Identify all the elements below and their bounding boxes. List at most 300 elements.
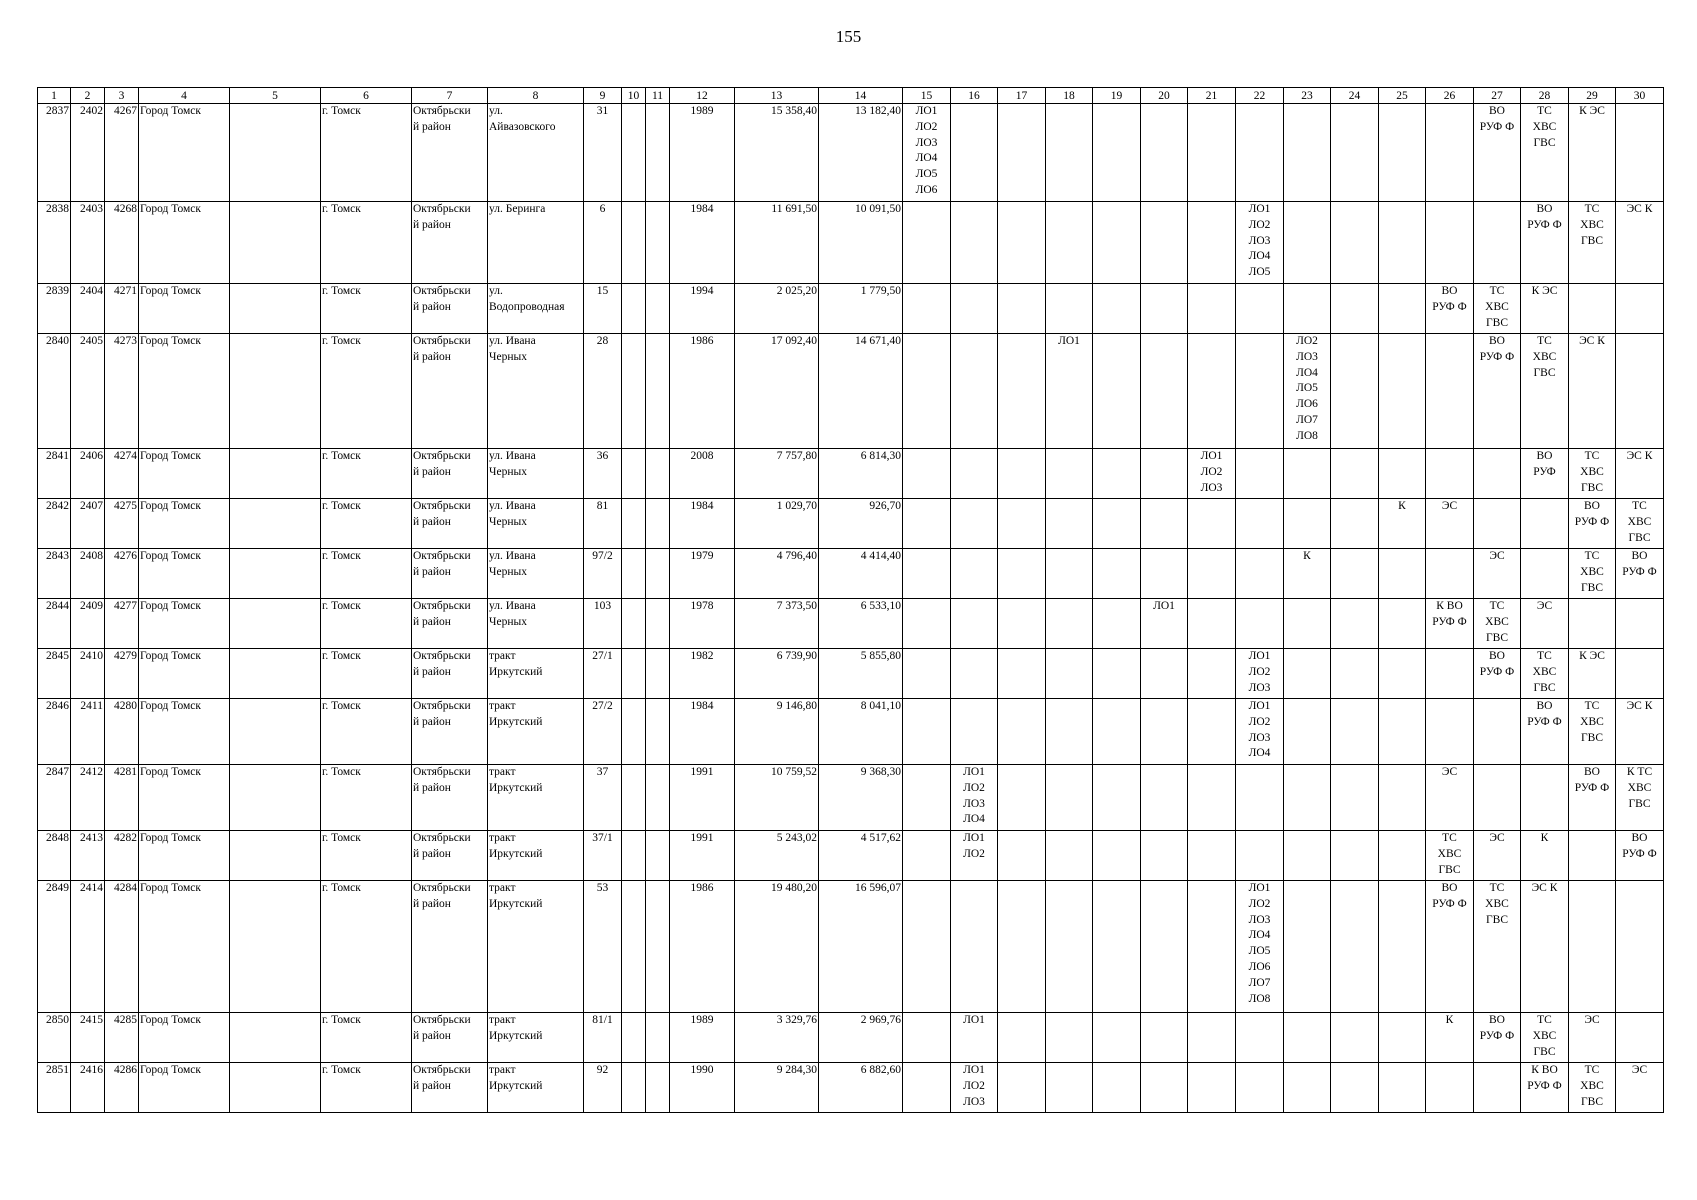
table-cell: 1984 [670, 499, 735, 549]
table-cell [1379, 284, 1426, 334]
table-cell: 2415 [71, 1013, 105, 1063]
table-cell [1331, 831, 1379, 881]
table-cell [1093, 284, 1141, 334]
table-cell: 2409 [71, 599, 105, 649]
table-cell: 2410 [71, 649, 105, 699]
table-cell [1379, 699, 1426, 765]
table-cell: ул. Водопроводная [488, 284, 584, 334]
table-cell [230, 104, 321, 202]
table-cell: тракт Иркутский [488, 649, 584, 699]
table-cell: 1984 [670, 202, 735, 284]
table-cell: 97/2 [584, 549, 622, 599]
table-cell: г. Томск [321, 202, 412, 284]
table-cell: Октябрьски й район [412, 104, 488, 202]
table-cell [1236, 1013, 1284, 1063]
table-cell [1474, 499, 1521, 549]
table-cell [1474, 699, 1521, 765]
table-cell [230, 449, 321, 499]
table-cell [1284, 449, 1331, 499]
table-cell: 103 [584, 599, 622, 649]
table-row [38, 499, 1664, 549]
table-cell: Октябрьски й район [412, 284, 488, 334]
table-cell [1331, 449, 1379, 499]
table-cell: ВО РУФ Ф [1521, 202, 1569, 284]
table-cell [1616, 881, 1664, 1013]
column-number-header: 17 [998, 88, 1046, 104]
table-cell [1569, 831, 1616, 881]
table-cell: ул. Беринга [488, 202, 584, 284]
table-cell [1331, 699, 1379, 765]
table-cell [1046, 649, 1093, 699]
table-cell: Город Томск [139, 1063, 230, 1113]
table-cell: г. Томск [321, 881, 412, 1013]
table-cell [1331, 649, 1379, 699]
table-cell: ЛО1 ЛО2 ЛО3 [1188, 449, 1236, 499]
table-cell: ВО РУФ Ф [1616, 549, 1664, 599]
table-cell: Город Томск [139, 549, 230, 599]
table-cell: 13 182,40 [819, 104, 903, 202]
table-cell [903, 831, 951, 881]
table-cell: ТС ХВС ГВС [1569, 1063, 1616, 1113]
page-number: 155 [835, 27, 862, 46]
table-cell [622, 104, 646, 202]
table-cell [1474, 449, 1521, 499]
table-cell [1379, 881, 1426, 1013]
table-cell [998, 499, 1046, 549]
table-cell: Город Томск [139, 699, 230, 765]
table-cell [1284, 1013, 1331, 1063]
column-number-header: 11 [646, 88, 670, 104]
table-cell [646, 699, 670, 765]
table-cell [903, 202, 951, 284]
table-cell [1141, 449, 1188, 499]
table-cell: 4268 [105, 202, 139, 284]
table-cell: 2840 [38, 334, 71, 449]
table-cell: 2849 [38, 881, 71, 1013]
table-cell: 37 [584, 765, 622, 831]
table-cell: ЭС [1569, 1013, 1616, 1063]
table-row [38, 765, 1664, 831]
table-cell [622, 284, 646, 334]
table-cell: ТС ХВС ГВС [1569, 699, 1616, 765]
table-cell [903, 765, 951, 831]
table-cell [1141, 649, 1188, 699]
table-cell [1236, 549, 1284, 599]
table-cell [1379, 649, 1426, 699]
table-cell: ЭС К [1521, 881, 1569, 1013]
table-cell: тракт Иркутский [488, 831, 584, 881]
table-cell: ТС ХВС ГВС [1521, 649, 1569, 699]
table-cell: 1986 [670, 881, 735, 1013]
table-cell [1046, 104, 1093, 202]
table-cell: К ЭС [1569, 104, 1616, 202]
table-cell [1188, 765, 1236, 831]
table-cell: 6 739,90 [735, 649, 819, 699]
table-cell: 16 596,07 [819, 881, 903, 1013]
table-cell: Октябрьски й район [412, 334, 488, 449]
table-cell: ЛО1 ЛО2 ЛО3 ЛО4 ЛО5 ЛО6 ЛО7 ЛО8 [1236, 881, 1284, 1013]
table-cell: г. Томск [321, 449, 412, 499]
table-cell: 4285 [105, 1013, 139, 1063]
table-row [38, 699, 1664, 765]
table-cell: 2408 [71, 549, 105, 599]
table-cell [1379, 549, 1426, 599]
table-cell: ЭС [1426, 765, 1474, 831]
table-cell: 4276 [105, 549, 139, 599]
table-cell [230, 202, 321, 284]
table-cell [998, 104, 1046, 202]
table-cell [1046, 1013, 1093, 1063]
table-row [38, 284, 1664, 334]
table-cell: 4274 [105, 449, 139, 499]
table-cell [1093, 499, 1141, 549]
table-cell [1616, 104, 1664, 202]
table-row [38, 549, 1664, 599]
column-number-header: 22 [1236, 88, 1284, 104]
table-cell [1521, 549, 1569, 599]
table-cell: 53 [584, 881, 622, 1013]
table-cell: 2405 [71, 334, 105, 449]
table-cell [1141, 284, 1188, 334]
table-cell [998, 284, 1046, 334]
table-cell [1093, 881, 1141, 1013]
column-number-header: 19 [1093, 88, 1141, 104]
table-cell: ТС ХВС ГВС [1521, 334, 1569, 449]
table-cell: 15 [584, 284, 622, 334]
table-cell [1188, 649, 1236, 699]
table-cell [1046, 831, 1093, 881]
table-cell [1141, 202, 1188, 284]
table-cell [1141, 1063, 1188, 1113]
table-cell [998, 449, 1046, 499]
table-cell [1188, 202, 1236, 284]
table-cell: 2843 [38, 549, 71, 599]
table-cell [903, 284, 951, 334]
table-cell: Октябрьски й район [412, 649, 488, 699]
table-cell [1093, 449, 1141, 499]
table-cell [1141, 549, 1188, 599]
table-cell [1284, 202, 1331, 284]
table-cell [1616, 599, 1664, 649]
table-cell: ВО РУФ Ф [1521, 699, 1569, 765]
table-cell [1284, 699, 1331, 765]
table-cell [646, 284, 670, 334]
table-cell: 3 329,76 [735, 1013, 819, 1063]
table-cell: 2414 [71, 881, 105, 1013]
column-number-header: 3 [105, 88, 139, 104]
table-cell [1284, 831, 1331, 881]
table-cell: ВО РУФ Ф [1569, 765, 1616, 831]
table-cell [230, 549, 321, 599]
table-cell [622, 449, 646, 499]
table-cell [230, 334, 321, 449]
column-number-header-row [38, 88, 1664, 104]
table-cell: ул. Ивана Черных [488, 549, 584, 599]
table-cell: ул. Ивана Черных [488, 449, 584, 499]
table-cell: ЭС К [1616, 699, 1664, 765]
table-cell [1379, 1013, 1426, 1063]
table-cell [622, 699, 646, 765]
table-cell [903, 1063, 951, 1113]
table-cell [646, 1013, 670, 1063]
table-cell: Город Томск [139, 284, 230, 334]
table-cell: Октябрьски й район [412, 1013, 488, 1063]
table-cell: 37/1 [584, 831, 622, 881]
table-cell: 4286 [105, 1063, 139, 1113]
table-cell [998, 599, 1046, 649]
table-cell: 2839 [38, 284, 71, 334]
table-cell: г. Томск [321, 699, 412, 765]
table-cell [1188, 1013, 1236, 1063]
table-cell [1093, 1063, 1141, 1113]
table-cell [903, 334, 951, 449]
table-cell: 7 373,50 [735, 599, 819, 649]
table-cell: Октябрьски й район [412, 765, 488, 831]
table-cell [1426, 649, 1474, 699]
table-cell [230, 831, 321, 881]
table-cell: 9 146,80 [735, 699, 819, 765]
table-cell [1093, 334, 1141, 449]
table-cell: 1991 [670, 831, 735, 881]
table-cell: ЛО1 ЛО2 ЛО3 ЛО4 [951, 765, 998, 831]
table-cell: Город Томск [139, 765, 230, 831]
table-cell: 2851 [38, 1063, 71, 1113]
table-cell [230, 1013, 321, 1063]
table-cell [1331, 104, 1379, 202]
table-cell [646, 499, 670, 549]
table-cell [1474, 1063, 1521, 1113]
table-cell: ул. Ивана Черных [488, 334, 584, 449]
table-cell [1236, 599, 1284, 649]
table-cell: ТС ХВС ГВС [1569, 549, 1616, 599]
table-cell: ТС ХВС ГВС [1521, 104, 1569, 202]
table-cell [903, 649, 951, 699]
table-cell [1426, 104, 1474, 202]
table-cell: 2844 [38, 599, 71, 649]
table-cell: 28 [584, 334, 622, 449]
table-cell: ТС ХВС ГВС [1426, 831, 1474, 881]
table-cell [1046, 1063, 1093, 1113]
table-cell [1331, 334, 1379, 449]
table-cell: 1979 [670, 549, 735, 599]
table-cell [1188, 881, 1236, 1013]
table-cell [646, 831, 670, 881]
table-cell: Октябрьски й район [412, 881, 488, 1013]
table-cell: 4 517,62 [819, 831, 903, 881]
table-cell: 5 855,80 [819, 649, 903, 699]
table-cell: 4273 [105, 334, 139, 449]
table-cell [1331, 1063, 1379, 1113]
table-cell [951, 202, 998, 284]
table-cell: 17 092,40 [735, 334, 819, 449]
table-cell: г. Томск [321, 1063, 412, 1113]
table-cell: 2846 [38, 699, 71, 765]
table-cell [998, 649, 1046, 699]
table-cell: г. Томск [321, 499, 412, 549]
table-cell: Октябрьски й район [412, 202, 488, 284]
table-cell [1236, 1063, 1284, 1113]
table-cell [903, 699, 951, 765]
table-cell: ЭС К [1616, 202, 1664, 284]
table-row [38, 599, 1664, 649]
table-cell [1236, 831, 1284, 881]
table-cell [1284, 765, 1331, 831]
table-cell [1331, 765, 1379, 831]
table-cell: 4 414,40 [819, 549, 903, 599]
column-number-header: 30 [1616, 88, 1664, 104]
table-cell: 1984 [670, 699, 735, 765]
table-cell: Город Томск [139, 881, 230, 1013]
table-cell: ВО РУФ Ф [1426, 284, 1474, 334]
table-cell: К ЭС [1569, 649, 1616, 699]
table-cell: Октябрьски й район [412, 1063, 488, 1113]
table-cell: Город Томск [139, 202, 230, 284]
table-cell: ЛО1 [1046, 334, 1093, 449]
table-cell: ТС ХВС ГВС [1569, 202, 1616, 284]
table-cell [1284, 649, 1331, 699]
table-cell [1379, 765, 1426, 831]
table-cell: 5 243,02 [735, 831, 819, 881]
table-cell: 2416 [71, 1063, 105, 1113]
table-cell [1093, 649, 1141, 699]
table-cell: 2402 [71, 104, 105, 202]
table-cell: ул. Ивана Черных [488, 599, 584, 649]
table-cell [1141, 334, 1188, 449]
table-cell [1379, 334, 1426, 449]
table-cell: Город Томск [139, 649, 230, 699]
table-cell: К [1521, 831, 1569, 881]
table-cell [1284, 284, 1331, 334]
table-cell: Город Томск [139, 449, 230, 499]
table-cell [903, 881, 951, 1013]
table-cell [646, 599, 670, 649]
table-cell [1569, 881, 1616, 1013]
table-cell [1379, 831, 1426, 881]
table-cell [622, 1063, 646, 1113]
table-cell: 4267 [105, 104, 139, 202]
table-cell [1284, 599, 1331, 649]
column-number-header: 25 [1379, 88, 1426, 104]
table-cell: тракт Иркутский [488, 1063, 584, 1113]
table-cell [1284, 104, 1331, 202]
column-number-header: 10 [622, 88, 646, 104]
table-cell: г. Томск [321, 649, 412, 699]
table-cell [1093, 599, 1141, 649]
table-cell: г. Томск [321, 599, 412, 649]
column-number-header: 5 [230, 88, 321, 104]
table-cell [1426, 1063, 1474, 1113]
table-cell [1426, 334, 1474, 449]
column-number-header: 28 [1521, 88, 1569, 104]
table-cell: ВО РУФ Ф [1616, 831, 1664, 881]
table-cell [1236, 334, 1284, 449]
table-cell: 2850 [38, 1013, 71, 1063]
table-cell: ЛО1 ЛО2 ЛО3 [951, 1063, 998, 1113]
table-cell: 14 671,40 [819, 334, 903, 449]
table-cell [998, 831, 1046, 881]
table-cell: К [1426, 1013, 1474, 1063]
table-cell: Октябрьски й район [412, 549, 488, 599]
table-cell [1616, 1013, 1664, 1063]
table-cell [1331, 284, 1379, 334]
table-cell: 2407 [71, 499, 105, 549]
table-cell: 19 480,20 [735, 881, 819, 1013]
table-row [38, 1013, 1664, 1063]
table-cell: ЭС [1474, 831, 1521, 881]
table-cell: ЛО1 ЛО2 ЛО3 [1236, 649, 1284, 699]
table-cell: 9 368,30 [819, 765, 903, 831]
table-cell [1093, 831, 1141, 881]
table-cell [998, 699, 1046, 765]
table-cell: ТС ХВС ГВС [1521, 1013, 1569, 1063]
table-cell: г. Томск [321, 549, 412, 599]
table-cell: 6 [584, 202, 622, 284]
registry-table [37, 87, 1664, 1113]
table-cell [998, 1063, 1046, 1113]
table-cell [1474, 202, 1521, 284]
table-cell: 2403 [71, 202, 105, 284]
table-cell: 92 [584, 1063, 622, 1113]
table-cell [1379, 1063, 1426, 1113]
table-cell: ЛО1 ЛО2 [951, 831, 998, 881]
table-cell [1616, 334, 1664, 449]
table-cell: тракт Иркутский [488, 699, 584, 765]
table-cell: ЭС [1426, 499, 1474, 549]
table-cell: 15 358,40 [735, 104, 819, 202]
table-row [38, 334, 1664, 449]
table-cell [1331, 549, 1379, 599]
table-cell [998, 881, 1046, 1013]
table-cell: 6 533,10 [819, 599, 903, 649]
table-cell [622, 499, 646, 549]
table-cell [1331, 599, 1379, 649]
table-cell [998, 549, 1046, 599]
table-cell: 2008 [670, 449, 735, 499]
column-number-header: 13 [735, 88, 819, 104]
table-cell [1188, 104, 1236, 202]
table-cell: ВО РУФ Ф [1426, 881, 1474, 1013]
table-cell [622, 649, 646, 699]
table-cell [1474, 765, 1521, 831]
table-cell [1188, 1063, 1236, 1113]
table-cell: 6 814,30 [819, 449, 903, 499]
table-cell [1093, 549, 1141, 599]
table-cell [903, 1013, 951, 1063]
table-cell: 2 025,20 [735, 284, 819, 334]
table-cell: ЛО1 [1141, 599, 1188, 649]
table-cell: 10 759,52 [735, 765, 819, 831]
table-cell [622, 831, 646, 881]
column-number-header: 9 [584, 88, 622, 104]
column-number-header: 14 [819, 88, 903, 104]
table-cell: г. Томск [321, 831, 412, 881]
column-number-header: 27 [1474, 88, 1521, 104]
table-cell: ВО РУФ Ф [1474, 334, 1521, 449]
table-cell [951, 499, 998, 549]
table-cell: 2848 [38, 831, 71, 881]
table-cell: Город Томск [139, 599, 230, 649]
table-body [38, 104, 1664, 1113]
table-cell [1141, 699, 1188, 765]
table-cell [1141, 881, 1188, 1013]
table-cell [1046, 449, 1093, 499]
table-cell: 4275 [105, 499, 139, 549]
table-cell: ТС ХВС ГВС [1569, 449, 1616, 499]
table-cell [903, 499, 951, 549]
column-number-header: 7 [412, 88, 488, 104]
table-cell: ЛО1 ЛО2 ЛО3 ЛО4 ЛО5 [1236, 202, 1284, 284]
table-cell: 2845 [38, 649, 71, 699]
